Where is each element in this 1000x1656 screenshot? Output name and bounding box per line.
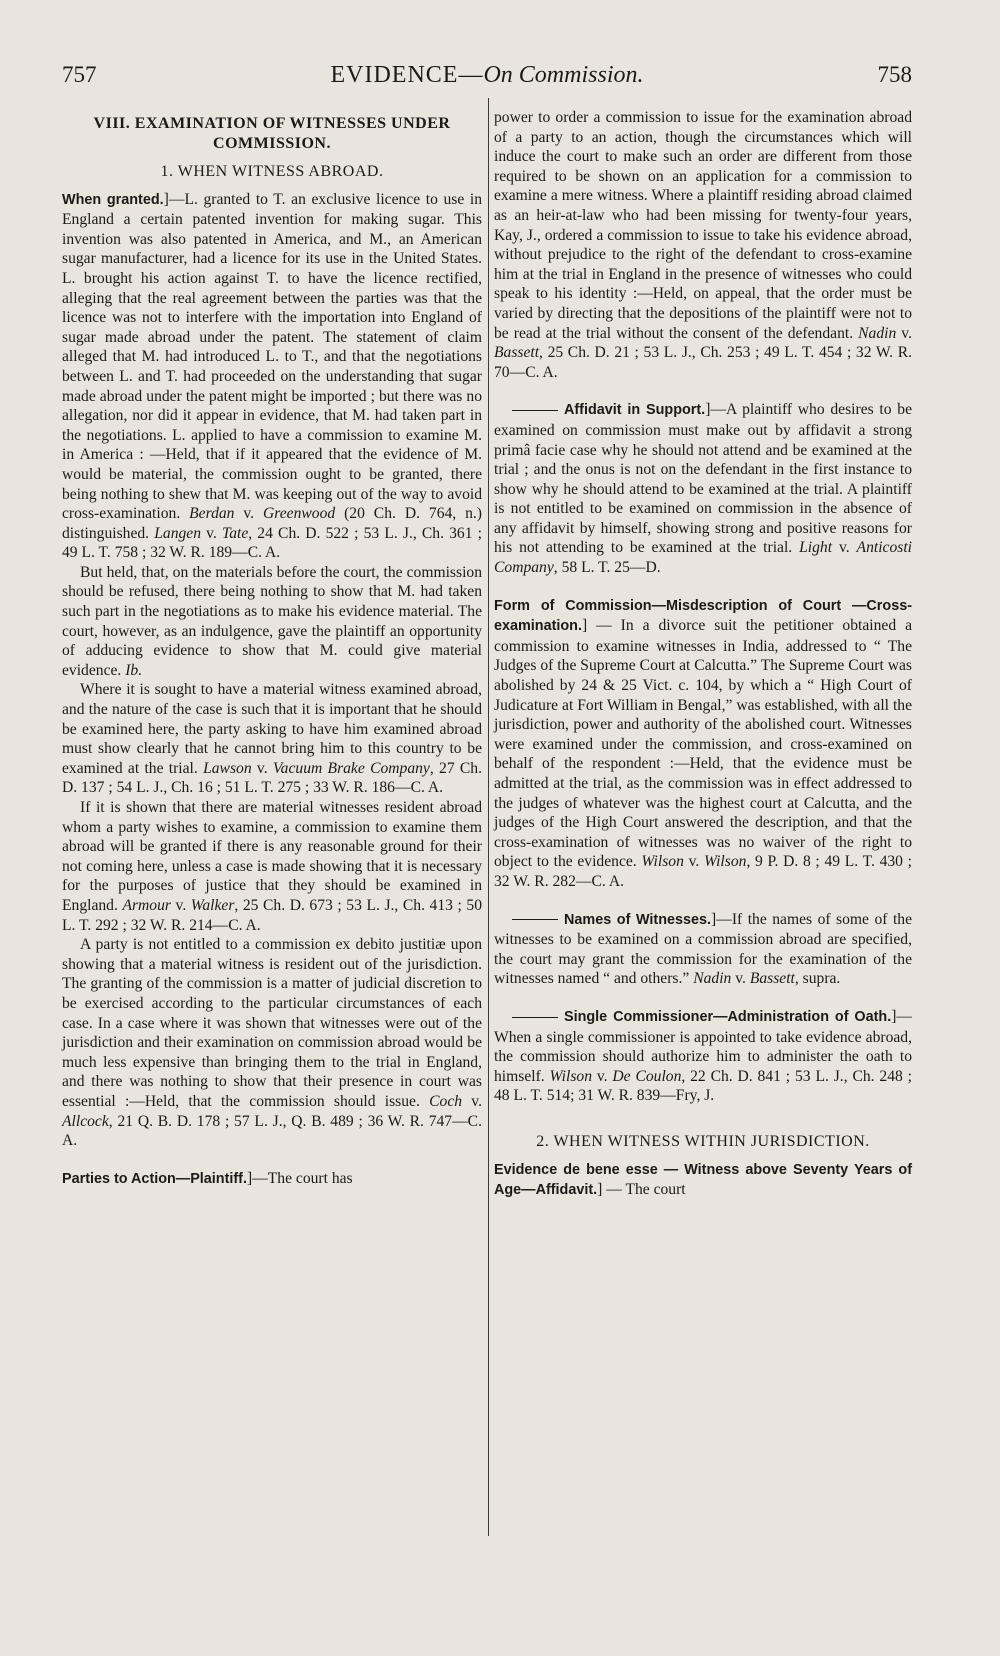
versus-text: v. [234, 505, 263, 523]
paragraph-text: (20 Ch. D. 764, n.) distinguished. [62, 505, 482, 542]
case-name: Langen [154, 524, 201, 542]
case-name: Lawson [203, 759, 252, 777]
paragraph-heading: Evidence de bene esse — Witness above Seventy Years of Age—Affidavit. [494, 1161, 912, 1199]
case-name: De Coulon [612, 1067, 682, 1085]
paragraph-heading: Affidavit in Support. [564, 402, 706, 419]
ditto-dash [512, 1017, 558, 1018]
paragraph [494, 108, 912, 382]
paragraph-text: If it is shown that there are material witnesses resident abroad whom a party wishes to examine, a commission to examine them abroad will be granted if there is any reasonable ground for their not coming here, unless a case is made showing that it is necessary for the purposes of justice that they should be examined in England. [62, 799, 482, 914]
case-name: Light [799, 539, 833, 557]
subsection-title: 2. WHEN WITNESS WITHIN JURISDICTION. [536, 1132, 870, 1150]
paragraph-text: A party is not entitled to a commission ex debito justitiæ upon showing that a material witness is resident out of the jurisdiction. The granting of the commission is a matter of judicial discretion to be exercised according to the particular circumstances of each case. In a case where it was shown that witnesses were out of the jurisdiction and their examination on commission abroad would be much less expensive than bringing them to the trial in England, and there was nothing to show that their presence in court was essential :—Held, that the commission should issue. [62, 936, 482, 1110]
paragraph-text: ] — In a divorce suit the petitioner obtained a commission to examine witnesses in India, addressed to “ The Judges of the Supreme Court at Calcutta.” The Supreme Court was abolished by 24 & 25 Vict. c. 104, by which a “ High Court of Judicature at Fort William in Bengal,” was established, with all the jurisdiction, power and authority of the abolished court. Witnesses were examined under the commission, and cross-examined on behalf of the respondent :—Held, that the evidence must be admitted at the trial, as the commission was in effect addressed to the judges of whatever was the highest court at Calcutta, and the judges of the High Court answered the description, and that the cross-examination of witnesses was no waiver of the right to object to the evidence. [494, 617, 912, 871]
paragraph [62, 935, 482, 1151]
paragraph-text: ]—When a single commissioner is appointed to take evidence abroad, the commission should authorize him to administer the oath to himself. [494, 1007, 912, 1085]
citation-text: , 58 L. T. 25—D. [553, 559, 661, 577]
subsection-title: 1. WHEN WITNESS ABROAD. [160, 163, 384, 180]
paragraph [62, 1169, 482, 1190]
running-title [62, 62, 912, 89]
column-divider [488, 98, 489, 1536]
paragraph [62, 563, 482, 681]
left-column [62, 108, 482, 1189]
paragraph-text: Where it is sought to have a material witness examined abroad, and the nature of the case is such that it is important that he should be examined here, the party asking to have him examined abroad must show clearly that he cannot bring him to this country to be examined at the trial. [62, 681, 482, 777]
running-title-main: EVIDENCE— [330, 62, 484, 88]
spacer [494, 989, 912, 1007]
case-name: Anticosti Company [494, 539, 912, 577]
case-name: Wilson [641, 853, 684, 871]
paragraph [494, 1007, 912, 1106]
paragraph-text: power to order a commission to issue for the examination abroad of a party to an action, though the circumstances which will induce the court to make such an order are different from those required to be shown on an application for a commission to examine a mere witness. Where a plaintiff residing abroad claimed as an heir-at-law who had been missing for twenty-four years, Kay, J., ordered a commission to issue to take his evidence abroad, without prejudice to the right of the defendant to cross-examine him at the trial in England in the presence of witnesses who could speak to his identity :—Held, on appeal, that the order must be varied by directing that the depositions of the plaintiff were not to be read at the trial without the consent of the defendant. [494, 109, 912, 342]
ditto-dash [512, 410, 558, 411]
paragraph-text: ]—If the names of some of the witnesses to be examined on a commission abroad are specified, the court may grant the commission for the examination of the witnesses named “ and others.” [494, 910, 912, 988]
paragraph-heading: Parties to Action—Plaintiff. [62, 1170, 247, 1187]
paragraph [494, 596, 912, 892]
case-name: Wilson [703, 853, 747, 871]
citation-text: , 25 Ch. D. 21 ; 53 L. J., Ch. 253 ; 49 L. T. 454 ; 32 W. R. 70—C. A. [494, 344, 912, 381]
right-column [494, 108, 912, 1201]
paragraph [494, 1160, 912, 1201]
case-name: Berdan [189, 505, 235, 523]
paragraph-text: But held, that, on the materials before the court, the commission should be refused, there being nothing to show that M. had taken such part in the negotiations as to make his evidence material. The court, however, as an indulgence, gave the plaintiff an opportunity of adducing evidence to show that M. could give material evidence. [62, 563, 482, 679]
case-name: Allcock [62, 1112, 109, 1130]
spacer [494, 1106, 912, 1124]
paragraph-text: ] — The court [597, 1181, 686, 1199]
paragraph-heading: When granted. [62, 191, 164, 208]
paragraph [62, 798, 482, 935]
page-number-right: 758 [877, 62, 912, 87]
paragraph [62, 680, 482, 798]
paragraph [494, 400, 912, 577]
case-name: Bassett [749, 970, 795, 988]
paragraph-text: ]—A plaintiff who desires to be examined on commission must make out by affidavit a strong primâ facie case why he should not attend and be examined at the trial ; and the onus is not on the defendant in the first instance to show why he should attend to be examined at the trial. A plaintiff is not entitled to be examined on commission in the absence of any affidavit by himself, showing strong and positive reasons for his not attending to be examined at the trial. [494, 401, 913, 557]
spacer [494, 892, 912, 910]
running-title-italic: On Commission. [483, 62, 644, 88]
paragraph-heading: Single Commissioner—Administration of Oath. [564, 1008, 892, 1025]
versus-text: v. [592, 1067, 613, 1085]
running-header [62, 62, 912, 102]
ibid-reference: Ib. [125, 661, 143, 679]
versus-text: v. [170, 896, 191, 914]
paragraph [494, 910, 912, 989]
citation-text: , 27 Ch. D. 137 ; 54 L. J., Ch. 16 ; 51 L. T. 275 ; 33 W. R. 186—C. A. [62, 759, 483, 797]
page-number-left: 757 [62, 62, 97, 87]
versus-text: v. [251, 759, 273, 777]
versus-text: v. [832, 539, 857, 557]
case-name: Coch [429, 1092, 463, 1110]
versus-text: v. [201, 524, 222, 542]
case-name: Nadin [858, 324, 897, 342]
citation-text: , 21 Q. B. D. 178 ; 57 L. J., Q. B. 489 ; 36 W. R. 747—C. A. [62, 1112, 482, 1150]
case-name: Bassett [494, 344, 540, 362]
versus-text: v. [462, 1092, 482, 1110]
case-name: Walker [190, 896, 235, 914]
case-name: Armour [122, 896, 171, 914]
citation-text: , 25 Ch. D. 673 ; 53 L. J., Ch. 413 ; 50 L. T. 292 ; 32 W. R. 214—C. A. [62, 896, 482, 934]
case-name: Vacuum Brake Company [272, 759, 430, 777]
section-title: VIII. EXAMINATION OF WITNESSES UNDER COMMISSION. [93, 115, 451, 152]
case-name: Tate [221, 524, 249, 542]
paragraph-text: ]—The court has [246, 1169, 353, 1187]
paragraph-heading: Names of Witnesses. [564, 911, 712, 928]
versus-text: v. [683, 853, 704, 871]
citation-text: , 22 Ch. D. 841 ; 53 L. J., Ch. 248 ; 48 L. T. 514; 31 W. R. 839—Fry, J. [494, 1067, 912, 1105]
citation-text: , 24 Ch. D. 522 ; 53 L. J., Ch. 361 ; 49 L. T. 758 ; 32 W. R. 189—C. A. [62, 524, 482, 562]
ditto-dash [512, 919, 558, 920]
paragraph-heading: Form of Commission—Misdescription of Court —Cross-examination. [494, 597, 912, 635]
paragraph [62, 190, 482, 563]
spacer [494, 382, 912, 400]
versus-text: v. [896, 324, 912, 342]
citation-text: , 9 P. D. 8 ; 49 L. T. 430 ; 32 W. R. 282—C. A. [494, 853, 913, 890]
paragraph-text: ]—L. granted to T. an exclusive licence to use in England a certain patented invention for making sugar. This invention was also patented in America, and M., an American sugar manufacturer, had a licence for its use in the United States. L. brought his action against T. to have the licence rectified, alleging that the real agreement between the parties was that the licence was not to interfere with the importation into England of sugar made abroad under the patent. The statement of claim alleged that M. had introduced L. to T., and that the negotiations between L. and T. had proceeded on the understanding that sugar made abroad under the patent might be imported ; but there was no allegation, nor did it appear in evidence, that M. had taken part in the negotiations. L. applied to have a commission to examine M. in America : —Held, that if it appeared that the evidence of M. would be material, the commission ought to be granted, there being nothing to shew that M. was keeping out of the way to avoid cross-examination. [62, 190, 483, 523]
citation-text: , supra. [794, 970, 841, 988]
case-name: Nadin [693, 970, 732, 988]
case-name: Greenwood [263, 505, 336, 523]
spacer [494, 578, 912, 596]
versus-text: v. [731, 970, 750, 988]
spacer [62, 1151, 482, 1169]
case-name: Wilson [549, 1067, 592, 1085]
